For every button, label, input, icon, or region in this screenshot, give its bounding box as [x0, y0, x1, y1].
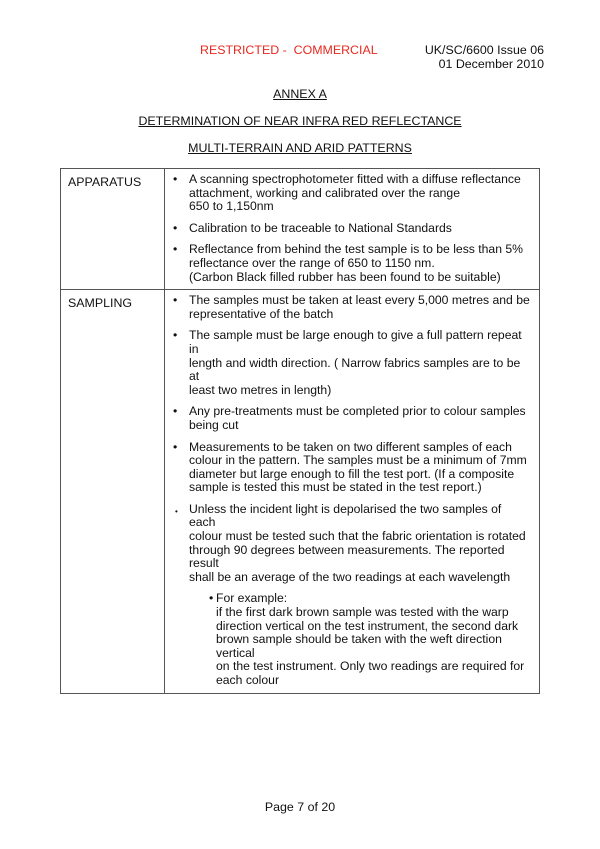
- doc-ref-number: UK/SC/6600 Issue 06: [424, 43, 544, 57]
- item-text-line: 650 to 1,150nm: [189, 199, 274, 214]
- determination-title: DETERMINATION OF NEAR INFRA RED REFLECTANCE: [138, 114, 462, 128]
- item-text-line: Measurements to be taken on two different samples of each: [189, 439, 512, 454]
- bullet-icon: •: [173, 439, 178, 454]
- bullet-icon: •: [173, 404, 178, 419]
- item-text-line: Unless the incident light is depolarised the two samples of each: [189, 501, 502, 530]
- item-text-line: reflectance over the range of 650 to 1150 nm.: [189, 255, 435, 270]
- list-item: [171, 294, 531, 321]
- requirements-table: [60, 168, 540, 694]
- example-text-line: each colour: [216, 673, 280, 687]
- item-text-line: diameter but large enough to fill the test port. (If a composite: [189, 466, 515, 481]
- sampling-list: [171, 294, 531, 687]
- example-text-line: For example:: [216, 591, 288, 606]
- apparatus-content: [165, 169, 540, 290]
- bullet-icon: •: [175, 506, 178, 516]
- item-text-line: The samples must be taken at least every 5,000 metres and be: [189, 293, 530, 308]
- list-item: [171, 222, 531, 236]
- example-text-line: direction vertical on the test instrument, the second dark: [216, 618, 519, 633]
- page-header: [0, 43, 600, 73]
- item-text-line: least two metres in length): [189, 382, 332, 397]
- list-item: [171, 243, 531, 284]
- item-text-line: Reflectance from behind the test sample is to be less than 5%: [189, 242, 523, 257]
- list-item: [171, 173, 531, 214]
- document-reference: [425, 43, 544, 71]
- example-text-line: brown sample should be taken with the weft direction vertical: [216, 632, 502, 660]
- example-text-line: if the first dark brown sample was tested with the warp: [216, 605, 509, 620]
- bullet-icon: •: [209, 591, 214, 606]
- apparatus-label: APPARATUS: [61, 169, 165, 290]
- item-text-line: Any pre-treatments must be completed prior to colour samples: [189, 404, 526, 419]
- item-text-line: colour must be tested such that the fabric orientation is rotated: [189, 529, 526, 544]
- page-number: Page 7 of 20: [264, 800, 336, 814]
- table-row-sampling: [61, 290, 540, 693]
- item-text-line: colour in the pattern. The samples must be a minimum of 7mm: [189, 453, 527, 468]
- item-text-line: The sample must be large enough to give a full pattern repeat in: [189, 328, 522, 356]
- table-row-apparatus: [61, 169, 540, 290]
- bullet-icon: •: [173, 328, 178, 343]
- item-text-line: being cut: [189, 417, 239, 432]
- list-item: [171, 441, 531, 495]
- item-text-line: Calibration to be traceable to National Standards: [189, 220, 452, 235]
- item-text-line: through 90 degrees between measurements. The reported result: [189, 542, 505, 571]
- item-text-line: attachment, working and calibrated over the range: [189, 185, 460, 200]
- example-note: [189, 592, 531, 687]
- item-text-line: (Carbon Black filled rubber has been found to be suitable): [189, 269, 501, 284]
- list-item: [171, 329, 531, 397]
- classification-marking: RESTRICTED - COMMERCIAL: [200, 43, 378, 57]
- bullet-icon: •: [173, 172, 178, 186]
- sampling-content: [165, 290, 540, 693]
- example-text-line: on the test instrument. Only two readings are required for: [216, 659, 525, 674]
- item-text-line: shall be an average of the two readings at each wavelength: [189, 569, 511, 584]
- item-text-line: sample is tested this must be stated in the test report.): [189, 480, 482, 495]
- item-text-line: length and width direction. ( Narrow fabrics samples are to be at: [189, 355, 521, 384]
- bullet-icon: •: [173, 220, 178, 235]
- item-text-line: representative of the batch: [189, 306, 334, 321]
- bullet-icon: •: [173, 242, 178, 257]
- item-text-line: A scanning spectrophotometer fitted with a diffuse reflectance: [189, 172, 521, 186]
- sampling-label: SAMPLING: [61, 290, 165, 693]
- patterns-title: MULTI-TERRAIN AND ARID PATTERNS: [188, 141, 412, 155]
- doc-date: 01 December 2010: [438, 57, 544, 71]
- annex-title: ANNEX A: [273, 87, 327, 101]
- list-item: [171, 405, 531, 432]
- bullet-icon: •: [173, 293, 178, 308]
- list-item: [171, 503, 531, 688]
- apparatus-list: [171, 173, 531, 284]
